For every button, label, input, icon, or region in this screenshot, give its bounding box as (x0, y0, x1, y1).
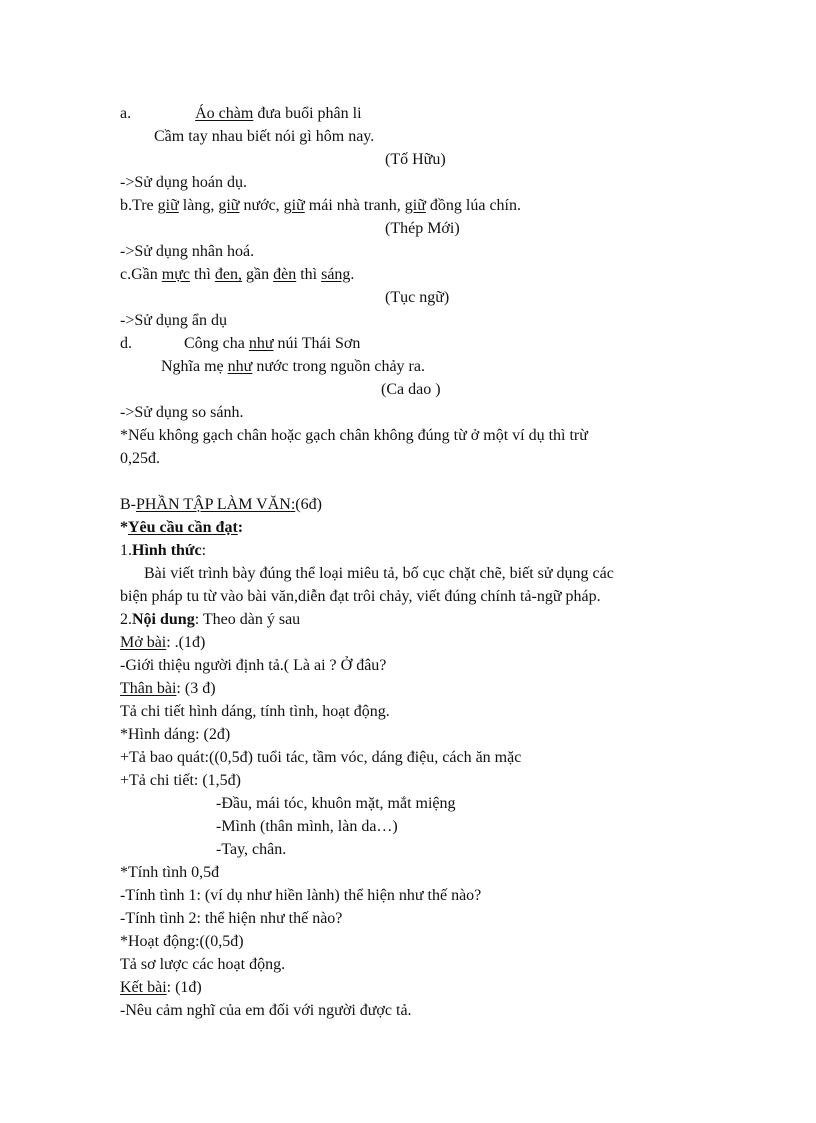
text-segment: núi Thái Sơn (273, 335, 361, 352)
activity-desc: Tả sơ lược các hoạt động. (120, 956, 286, 973)
text-segment: B- (120, 496, 136, 513)
grading-note: *Nếu không gạch chân hoặc gạch chân không đúng từ ở một ví dụ thì trừ (120, 427, 588, 444)
requirements-heading (120, 520, 243, 536)
example-b-line (120, 198, 521, 214)
text-segment: đồng lúa chín. (425, 197, 521, 214)
answer-b: ->Sử dụng nhân hoá. (120, 243, 255, 260)
text-segment: : (1đ) (166, 979, 202, 996)
underlined-word: giữ (283, 197, 305, 214)
underlined-word: sáng (321, 266, 351, 283)
content-heading (120, 612, 300, 628)
detail-item-3: -Tay, chân. (216, 841, 287, 858)
example-a-line2: Cầm tay nhau biết nói gì hôm nay. (154, 128, 375, 145)
form-label: Hình thức (132, 542, 202, 559)
form-text-line2: biện pháp tu từ vào bài văn,diễn đạt trôi chảy, viết đúng chính tả-ngữ pháp. (120, 588, 601, 605)
text-segment: : (237, 519, 244, 536)
text-segment: nước trong nguồn chảy ra. (252, 358, 425, 375)
section-b-heading (120, 497, 322, 513)
conclusion-item: -Nêu cảm nghĩ của em đối với người được tả. (120, 1002, 412, 1019)
underlined-word: giữ (404, 197, 426, 214)
text-segment: Nghĩa mẹ (161, 358, 228, 375)
text-segment: 2. (120, 611, 132, 628)
detail-heading: +Tả chi tiết: (1,5đ) (120, 772, 241, 789)
underlined-word: đen, (214, 266, 242, 283)
text-segment: thì (189, 266, 215, 283)
intro-heading (120, 635, 205, 651)
body-desc: Tả chi tiết hình dáng, tính tình, hoạt động. (120, 703, 390, 720)
text-segment: thì (296, 266, 322, 283)
underlined-word: mực (161, 266, 190, 283)
body-label: Thân bài (120, 680, 177, 697)
example-d-line1 (120, 336, 360, 352)
body-heading (120, 681, 216, 697)
text-segment: 1. (120, 542, 132, 559)
conclusion-label: Kết bài (120, 979, 167, 996)
example-d-line2 (161, 359, 425, 375)
underlined-word: Áo chàm (195, 105, 254, 122)
example-letter-a: a. (120, 105, 132, 122)
source-to-huu: (Tố Hữu) (385, 151, 446, 168)
text-segment: : (3 đ) (176, 680, 216, 697)
underlined-word: giữ (218, 197, 240, 214)
source-thep-moi: (Thép Mới) (385, 220, 460, 237)
content-label: Nội dung (132, 611, 195, 628)
text-segment: b.Tre (120, 197, 158, 214)
answer-c: ->Sử dụng ẩn dụ (120, 312, 228, 329)
form-text-line1: Bài viết trình bày đúng thể loại miêu tả, bố cục chặt chẽ, biết sử dụng các (144, 565, 614, 582)
answer-a: ->Sử dụng hoán dụ. (120, 174, 248, 191)
answer-d: ->Sử dụng so sánh. (120, 404, 244, 421)
intro-label: Mở bài (120, 634, 167, 651)
character-heading: *Tính tình 0,5đ (120, 864, 220, 881)
text-segment: Công cha (184, 335, 249, 352)
underlined-word: đèn (273, 266, 297, 283)
text-segment: mái nhà tranh, (304, 197, 405, 214)
intro-item: -Giới thiệu người định tả.( Là ai ? Ở đâu? (120, 657, 387, 674)
underlined-word: giữ (157, 197, 179, 214)
text-segment: làng, (178, 197, 219, 214)
appearance-heading: *Hình dáng: (2đ) (120, 726, 231, 743)
character-item-2: -Tính tình 2: thể hiện như thế nào? (120, 910, 343, 927)
detail-item-1: -Đầu, mái tóc, khuôn mặt, mắt miệng (216, 795, 456, 812)
text-segment: c.Gần (120, 266, 162, 283)
character-item-1: -Tính tình 1: (ví dụ như hiền lành) thể hiện như thế nào? (120, 887, 482, 904)
requirements-title: Yêu cầu cần đạt (128, 519, 238, 536)
activity-heading: *Hoạt động:((0,5đ) (120, 933, 244, 950)
conclusion-heading (120, 980, 202, 996)
text-segment: * (120, 519, 128, 536)
underlined-word: như (227, 358, 253, 375)
example-c-line (120, 267, 354, 283)
example-a-line1 (120, 106, 362, 122)
source-ca-dao: (Ca dao ) (381, 381, 441, 398)
section-title: PHẦN TẬP LÀM VĂN: (136, 496, 296, 513)
text-segment: . (350, 266, 355, 283)
verse-text: đưa buổi phân li (253, 105, 362, 122)
text-segment: : (201, 542, 207, 559)
underlined-word: như (248, 335, 274, 352)
text-segment: : Theo dàn ý sau (194, 611, 301, 628)
text-segment: gần (241, 266, 274, 283)
general-description: +Tả bao quát:((0,5đ) tuổi tác, tầm vóc, dáng điệu, cách ăn mặc (120, 749, 522, 766)
text-segment: (6đ) (295, 496, 322, 513)
detail-item-2: -Mình (thân mình, làn da…) (216, 818, 398, 835)
source-tuc-ngu: (Tục ngữ) (385, 289, 450, 306)
text-segment: nước, (239, 197, 284, 214)
text-segment: : .(1đ) (166, 634, 206, 651)
grading-note-cont: 0,25đ. (120, 450, 160, 467)
form-heading (120, 543, 206, 559)
example-letter-d: d. (120, 335, 132, 352)
